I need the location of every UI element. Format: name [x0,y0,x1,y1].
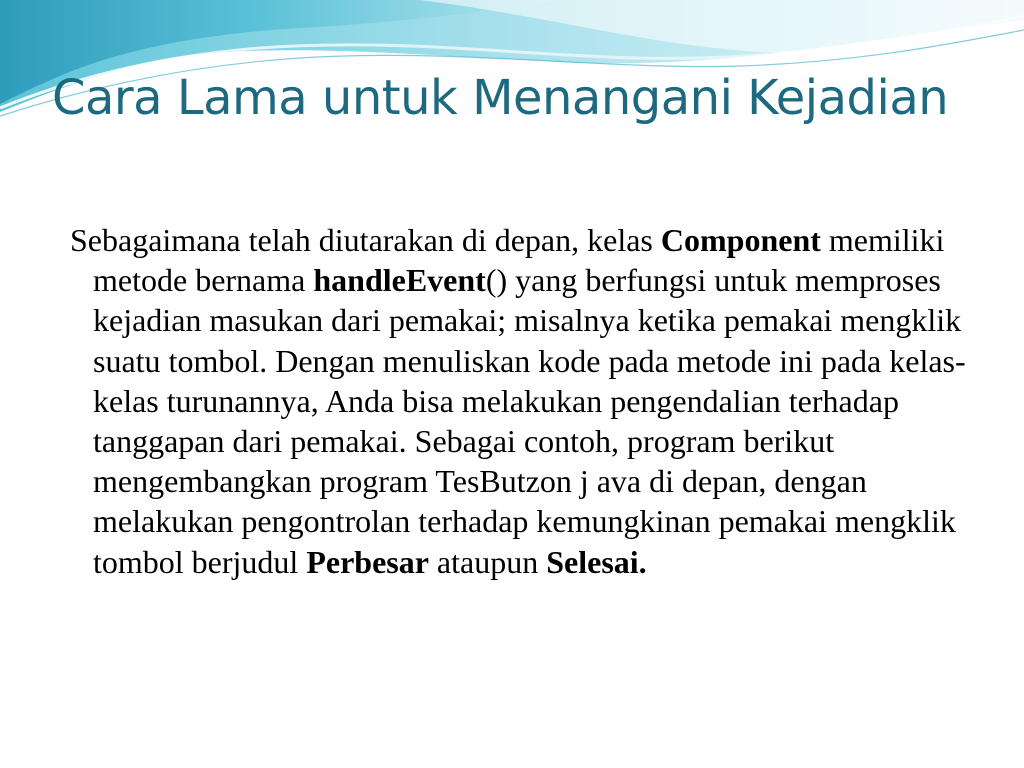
body-text-run: Sebagaimana telah diutarakan di depan, kelas [70,222,661,258]
body-text-run: memiliki metode bernama [93,222,945,299]
body-text-run: () yang berfungsi untuk memproses kejadian masukan dari pemakai; misalnya ketika pemakai mengklik suatu tombol. Dengan menuliskan kode pada metode ini pada kelas-kelas turunannya, Anda bisa melakukan pengendalian terhadap tanggapan dari pemakai. Sebagai contoh, program berikut mengembangkan program TesButzon j ava di depan, dengan melakukan pengontrolan terhadap kemungkinan pemakai mengklik tombol berjudul [93,262,966,580]
body-bold-selesai: Selesai. [546,543,647,580]
body-bold-component: Component [660,222,821,258]
body-bold-handleevent: handleEvent [313,262,486,299]
body-text-run: ataupun [428,543,547,580]
slide-body-paragraph [70,220,985,582]
slide-title: Cara Lama untuk Menangani Kejadian [52,70,949,126]
body-bold-perbesar: Perbesar [306,543,429,580]
